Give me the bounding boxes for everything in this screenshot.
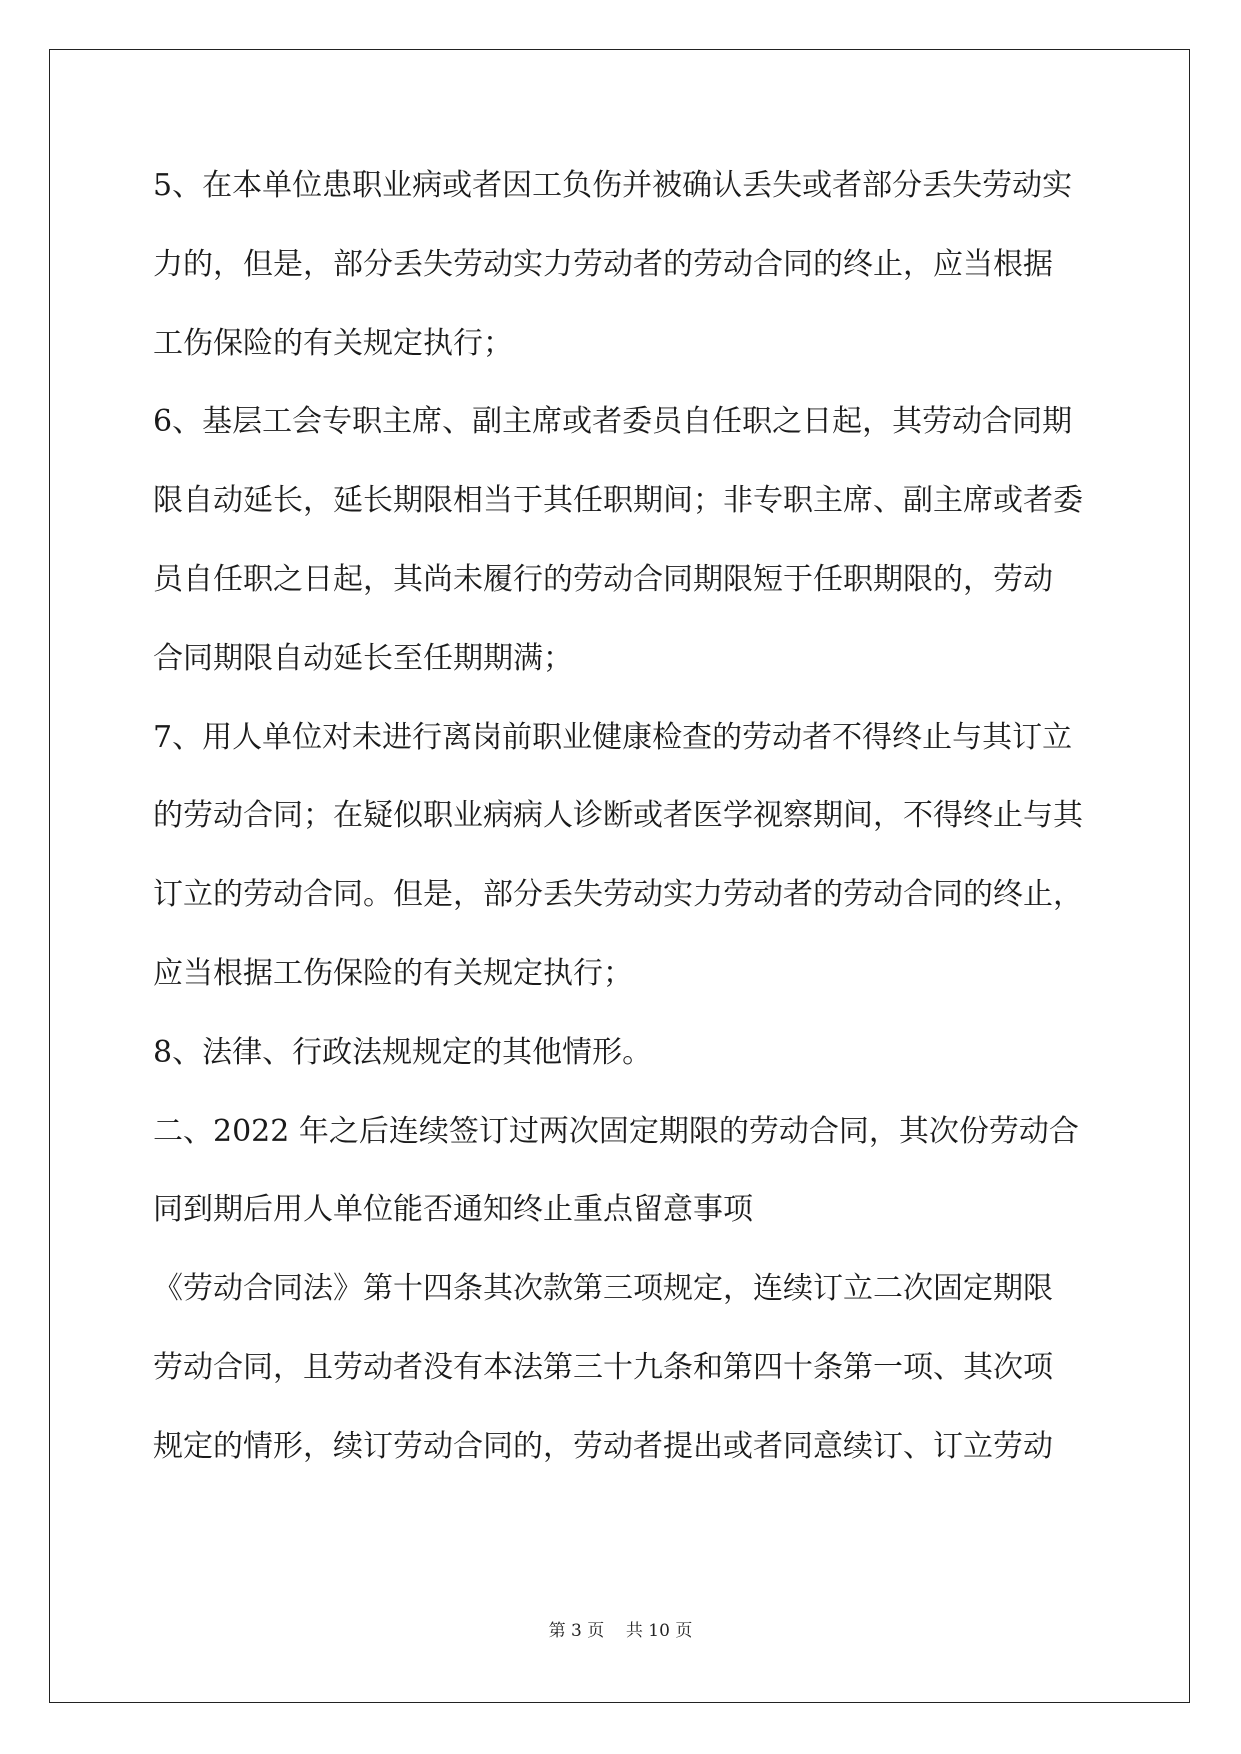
text-line: 规定的情形，续订劳动合同的，劳动者提出或者同意续订、订立劳动 <box>153 1428 1053 1464</box>
text-line: 劳动合同，且劳动者没有本法第三十九条和第四十条第一项、其次项 <box>153 1349 1053 1385</box>
text-line: 合同期限自动延长至任期期满； <box>153 640 573 676</box>
text-line: 应当根据工伤保险的有关规定执行； <box>153 955 633 991</box>
text-line: 同到期后用人单位能否通知终止重点留意事项 <box>153 1192 753 1228</box>
page-number-footer: 第 3 页 共 10 页 <box>548 1621 693 1641</box>
text-line: 订立的劳动合同。但是，部分丢失劳动实力劳动者的劳动合同的终止， <box>153 877 1083 913</box>
text-line: 限自动延长，延长期限相当于其任职期间；非专职主席、副主席或者委 <box>153 483 1083 519</box>
text-line: 《劳动合同法》第十四条其次款第三项规定，连续订立二次固定期限 <box>153 1271 1053 1307</box>
text-line: 员自任职之日起，其尚未履行的劳动合同期限短于任职期限的，劳动 <box>153 561 1053 597</box>
text-line: 二、2022 年之后连续签订过两次固定期限的劳动合同，其次份劳动合 <box>153 1113 1079 1149</box>
text-line: 7、用人单位对未进行离岗前职业健康检查的劳动者不得终止与其订立 <box>153 719 1073 755</box>
text-line: 的劳动合同；在疑似职业病病人诊断或者医学视察期间，不得终止与其 <box>153 798 1083 834</box>
text-line: 6、基层工会专职主席、副主席或者委员自任职之日起，其劳动合同期 <box>153 404 1073 440</box>
text-line: 工伤保险的有关规定执行； <box>153 325 513 361</box>
text-line: 力的，但是，部分丢失劳动实力劳动者的劳动合同的终止，应当根据 <box>153 246 1053 282</box>
text-line: 8、法律、行政法规规定的其他情形。 <box>153 1034 653 1070</box>
text-line: 5、在本单位患职业病或者因工负伤并被确认丢失或者部分丢失劳动实 <box>153 168 1073 203</box>
document-body <box>153 158 1087 1498</box>
